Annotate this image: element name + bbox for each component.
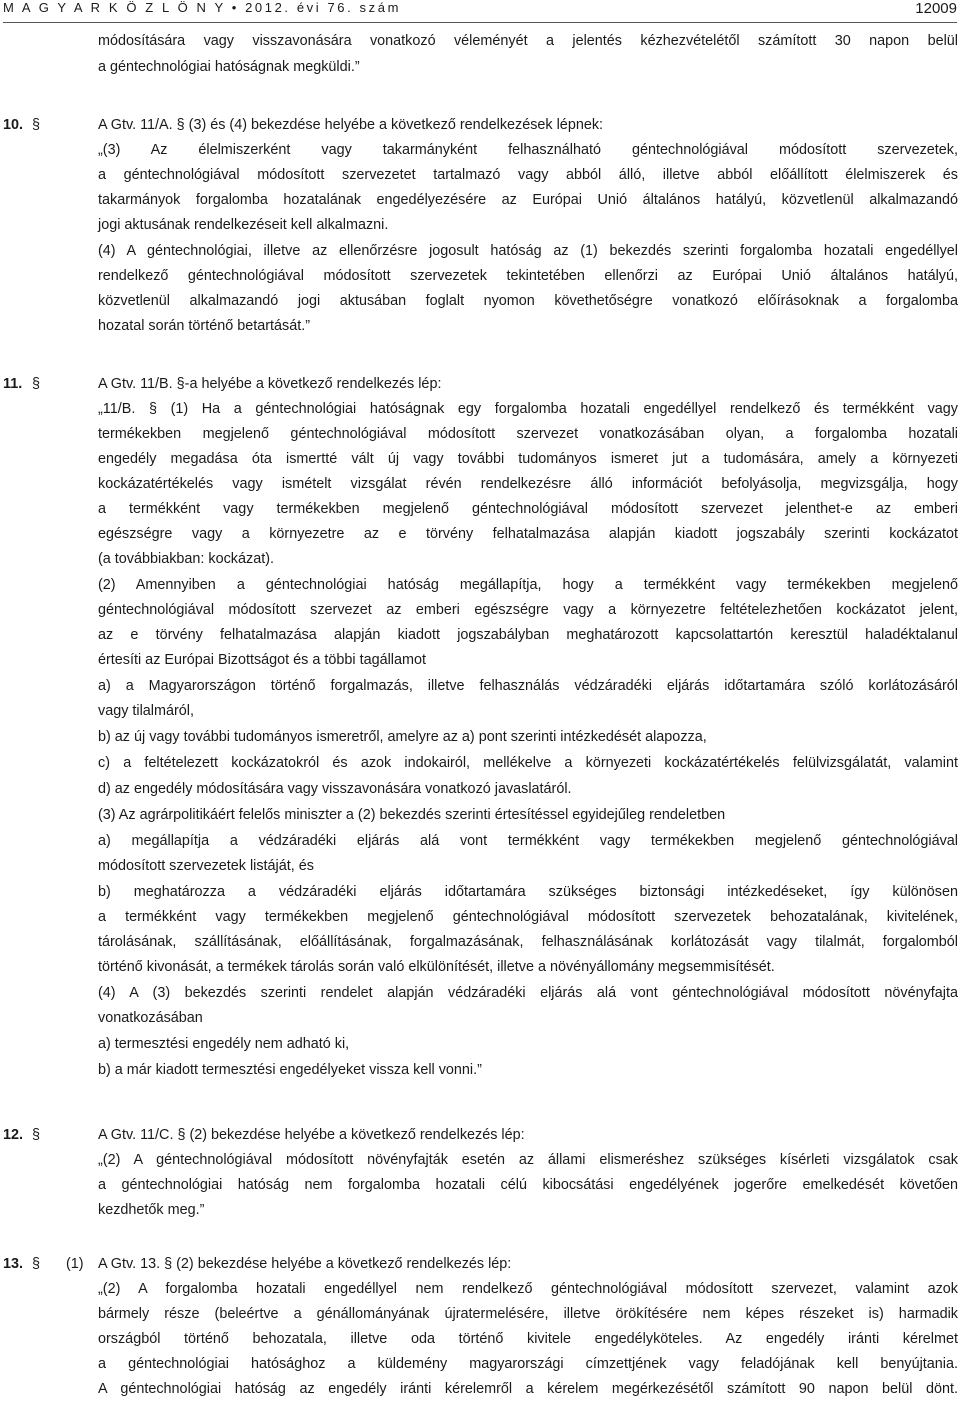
text-line: jogi aktusának rendelkezéseit kell alkalmazni. [98, 217, 389, 233]
page-number: 12009 [915, 0, 957, 17]
text-line: (2) Amennyiben a géntechnológiai hatóság megállapítja, hogy a termékként vagy termékekben megjelenő [98, 577, 958, 593]
text-line: a termékként vagy termékekben megjelenő géntechnológiával módosított szervezet jelenthet-e az emberi [98, 501, 958, 517]
text-line: kockázatértékelés vagy ismételt vizsgálat révén rendelkezésre álló információt befolyásolja, megvizsgálja, hogy [98, 476, 958, 492]
text-line: történő kivonását, a termékek tárolás során való elkülönítését, illetve a növényállomány megsemmisítését. [98, 959, 775, 975]
section-number: 13. [3, 1256, 24, 1272]
text-line: A Gtv. 13. § (2) bekezdése helyébe a következő rendelkezés lép: [98, 1256, 512, 1272]
text-line: „(2) A géntechnológiával módosított növényfajták esetén az állami elismeréshez szükséges kísérleti vizsgálatok csak [98, 1152, 958, 1168]
text-line: egészségre vagy a környezetre az e törvény felhatalmazása alapján kiadott jogszabály szerinti kockázatot [98, 526, 958, 542]
text-line: A Gtv. 11/C. § (2) bekezdése helyébe a következő rendelkezés lép: [98, 1127, 525, 1143]
text-line: (4) A (3) bekezdés szerinti rendelet alapján védzáradéki eljárás alá vont géntechnológiával módosított növényfajta [98, 985, 958, 1001]
text-line: kezdhetők meg.” [98, 1202, 205, 1218]
text-line: takarmányok forgalomba hozatalának engedélyezésére az Európai Unió általános hatályú, közvetlenül alkalmazandó [98, 192, 958, 208]
text-line: „11/B. § (1) Ha a géntechnológiai hatóságnak egy forgalomba hozatali engedéllyel rendelkező és termékként vagy [98, 401, 958, 417]
text-line: rendelkező géntechnológiával módosított szervezetek tekintetében ellenőrzi az Európai Unió általános hatályú, [98, 268, 958, 284]
subsection-number: (1) [66, 1256, 84, 1272]
text-line: országból történő behozatala, illetve oda történő kivitele engedélyköteles. Az engedély iránti kérelmet [98, 1331, 958, 1347]
text-line: módosítására vagy visszavonására vonatkozó véleményét a jelentés kézhezvételétől számított 30 napon belül [98, 33, 958, 49]
text-line: az e törvény felhatalmazása alapján kiadott jogszabályban meghatározott kapcsolattartón keresztül haladéktalanul [98, 627, 958, 643]
text-line: a géntechnológiai hatóság nem forgalomba hozatali célú kibocsátási engedélyének jogerőre emelkedését követően [98, 1177, 958, 1193]
text-line: a) termesztési engedély nem adható ki, [98, 1036, 350, 1052]
text-line: a géntechnológiai hatóságnak megküldi.” [98, 59, 360, 75]
text-line: „(3) Az élelmiszerként vagy takarmányként felhasználható géntechnológiával módosított szervezetek, [98, 142, 958, 158]
text-line: „(2) A forgalomba hozatali engedéllyel nem rendelkező géntechnológiával módosított szervezet, valamint azok [98, 1281, 958, 1297]
text-line: géntechnológiával módosított szervezet az emberi egészségre vagy a környezetre feltételezhetően kockázatot jelent, [98, 602, 958, 618]
text-line: b) a már kiadott termesztési engedélyeket vissza kell vonni.” [98, 1062, 482, 1078]
journal-title: M A G Y A R K Ö Z L Ö N Y • 2012. évi 76. szám [3, 0, 402, 15]
text-line: (4) A géntechnológiai, illetve az ellenőrzésre jogosult hatóság az (1) bekezdés szerinti forgalomba hozatali engedéllyel [98, 243, 958, 259]
text-line: (3) Az agrárpolitikáért felelős miniszter a (2) bekezdés szerinti értesítéssel egyidejűleg rendeletben [98, 807, 726, 823]
text-line: a) a Magyarországon történő forgalmazás, illetve felhasználás védzáradéki eljárás időtartamára szóló korlátozásáról [98, 678, 958, 694]
text-line: c) a feltételezett kockázatokról és azok indokairól, mellékelve a környezeti kockázatértékelés felülvizsgálatát, valamint [98, 755, 958, 771]
section-number: 10. [3, 117, 24, 133]
running-header [3, 0, 957, 20]
text-line: vagy tilalmáról, [98, 703, 194, 719]
text-line: a termékként vagy termékekben megjelenő géntechnológiával módosított szervezetek behozatalának, kivitelének, [98, 909, 958, 925]
text-line: b) az új vagy további tudományos ismeretről, amelyre az a) pont szerinti intézkedését alapozza, [98, 729, 707, 745]
text-line: bármely része (beleértve a génállományának újratermelésére, illetve örökítésére nem képes részeket is) harmadik [98, 1306, 958, 1322]
text-line: A géntechnológiai hatóság az engedély iránti kérelemről a kérelem megérkezésétől számított 90 napon belül dönt. [98, 1381, 958, 1397]
section-number: 12. [3, 1127, 24, 1143]
text-line: a) megállapítja a védzáradéki eljárás alá vont termékként vagy termékekben megjelenő géntechnológiával [98, 833, 958, 849]
text-line: A Gtv. 11/A. § (3) és (4) bekezdése helyébe a következő rendelkezések lépnek: [98, 117, 604, 133]
text-line: (a továbbiakban: kockázat). [98, 551, 274, 567]
text-line: a géntechnológiával módosított szervezetet tartalmazó vagy abból álló, illetve abból előállított élelmiszerek és [98, 167, 958, 183]
text-line: b) meghatározza a védzáradéki eljárás időtartamára szükséges biztonsági intézkedéseket, így különösen [98, 884, 958, 900]
text-line: módosított szervezetek listáját, és [98, 858, 314, 874]
text-line: a géntechnológiai hatósághoz a küldemény magyarországi címzettjének vagy feladójának kell benyújtania. [98, 1356, 958, 1372]
section-sign: § [32, 376, 41, 392]
header-rule [3, 22, 957, 23]
section-sign: § [32, 1127, 41, 1143]
section-number: 11. [3, 376, 23, 392]
section-sign: § [32, 117, 41, 133]
text-line: hozatal során történő betartását.” [98, 318, 310, 334]
text-line: d) az engedély módosítására vagy visszavonására vonatkozó javaslatáról. [98, 781, 572, 797]
text-line: A Gtv. 11/B. §-a helyébe a következő rendelkezés lép: [98, 376, 442, 392]
section-sign: § [32, 1256, 41, 1272]
text-line: értesíti az Európai Bizottságot és a többi tagállamot [98, 652, 426, 668]
text-line: engedély megadása óta ismertté vált új vagy további tudományos ismeret jut a tudomására, amely a környezeti [98, 451, 958, 467]
text-line: közvetlenül alkalmazandó jogi aktusában foglalt nyomon követhetőségre vonatkozó előírásoknak a forgalomba [98, 293, 958, 309]
text-line: termékekben megjelenő géntechnológiával módosított szervezet vonatkozásában olyan, a forgalomba hozatali [98, 426, 958, 442]
text-line: tárolásának, szállításának, előállításának, forgalmazásának, felhasználásának korlátozását vagy tilalmát, forgalomból [98, 934, 958, 950]
text-line: vonatkozásában [98, 1010, 203, 1026]
